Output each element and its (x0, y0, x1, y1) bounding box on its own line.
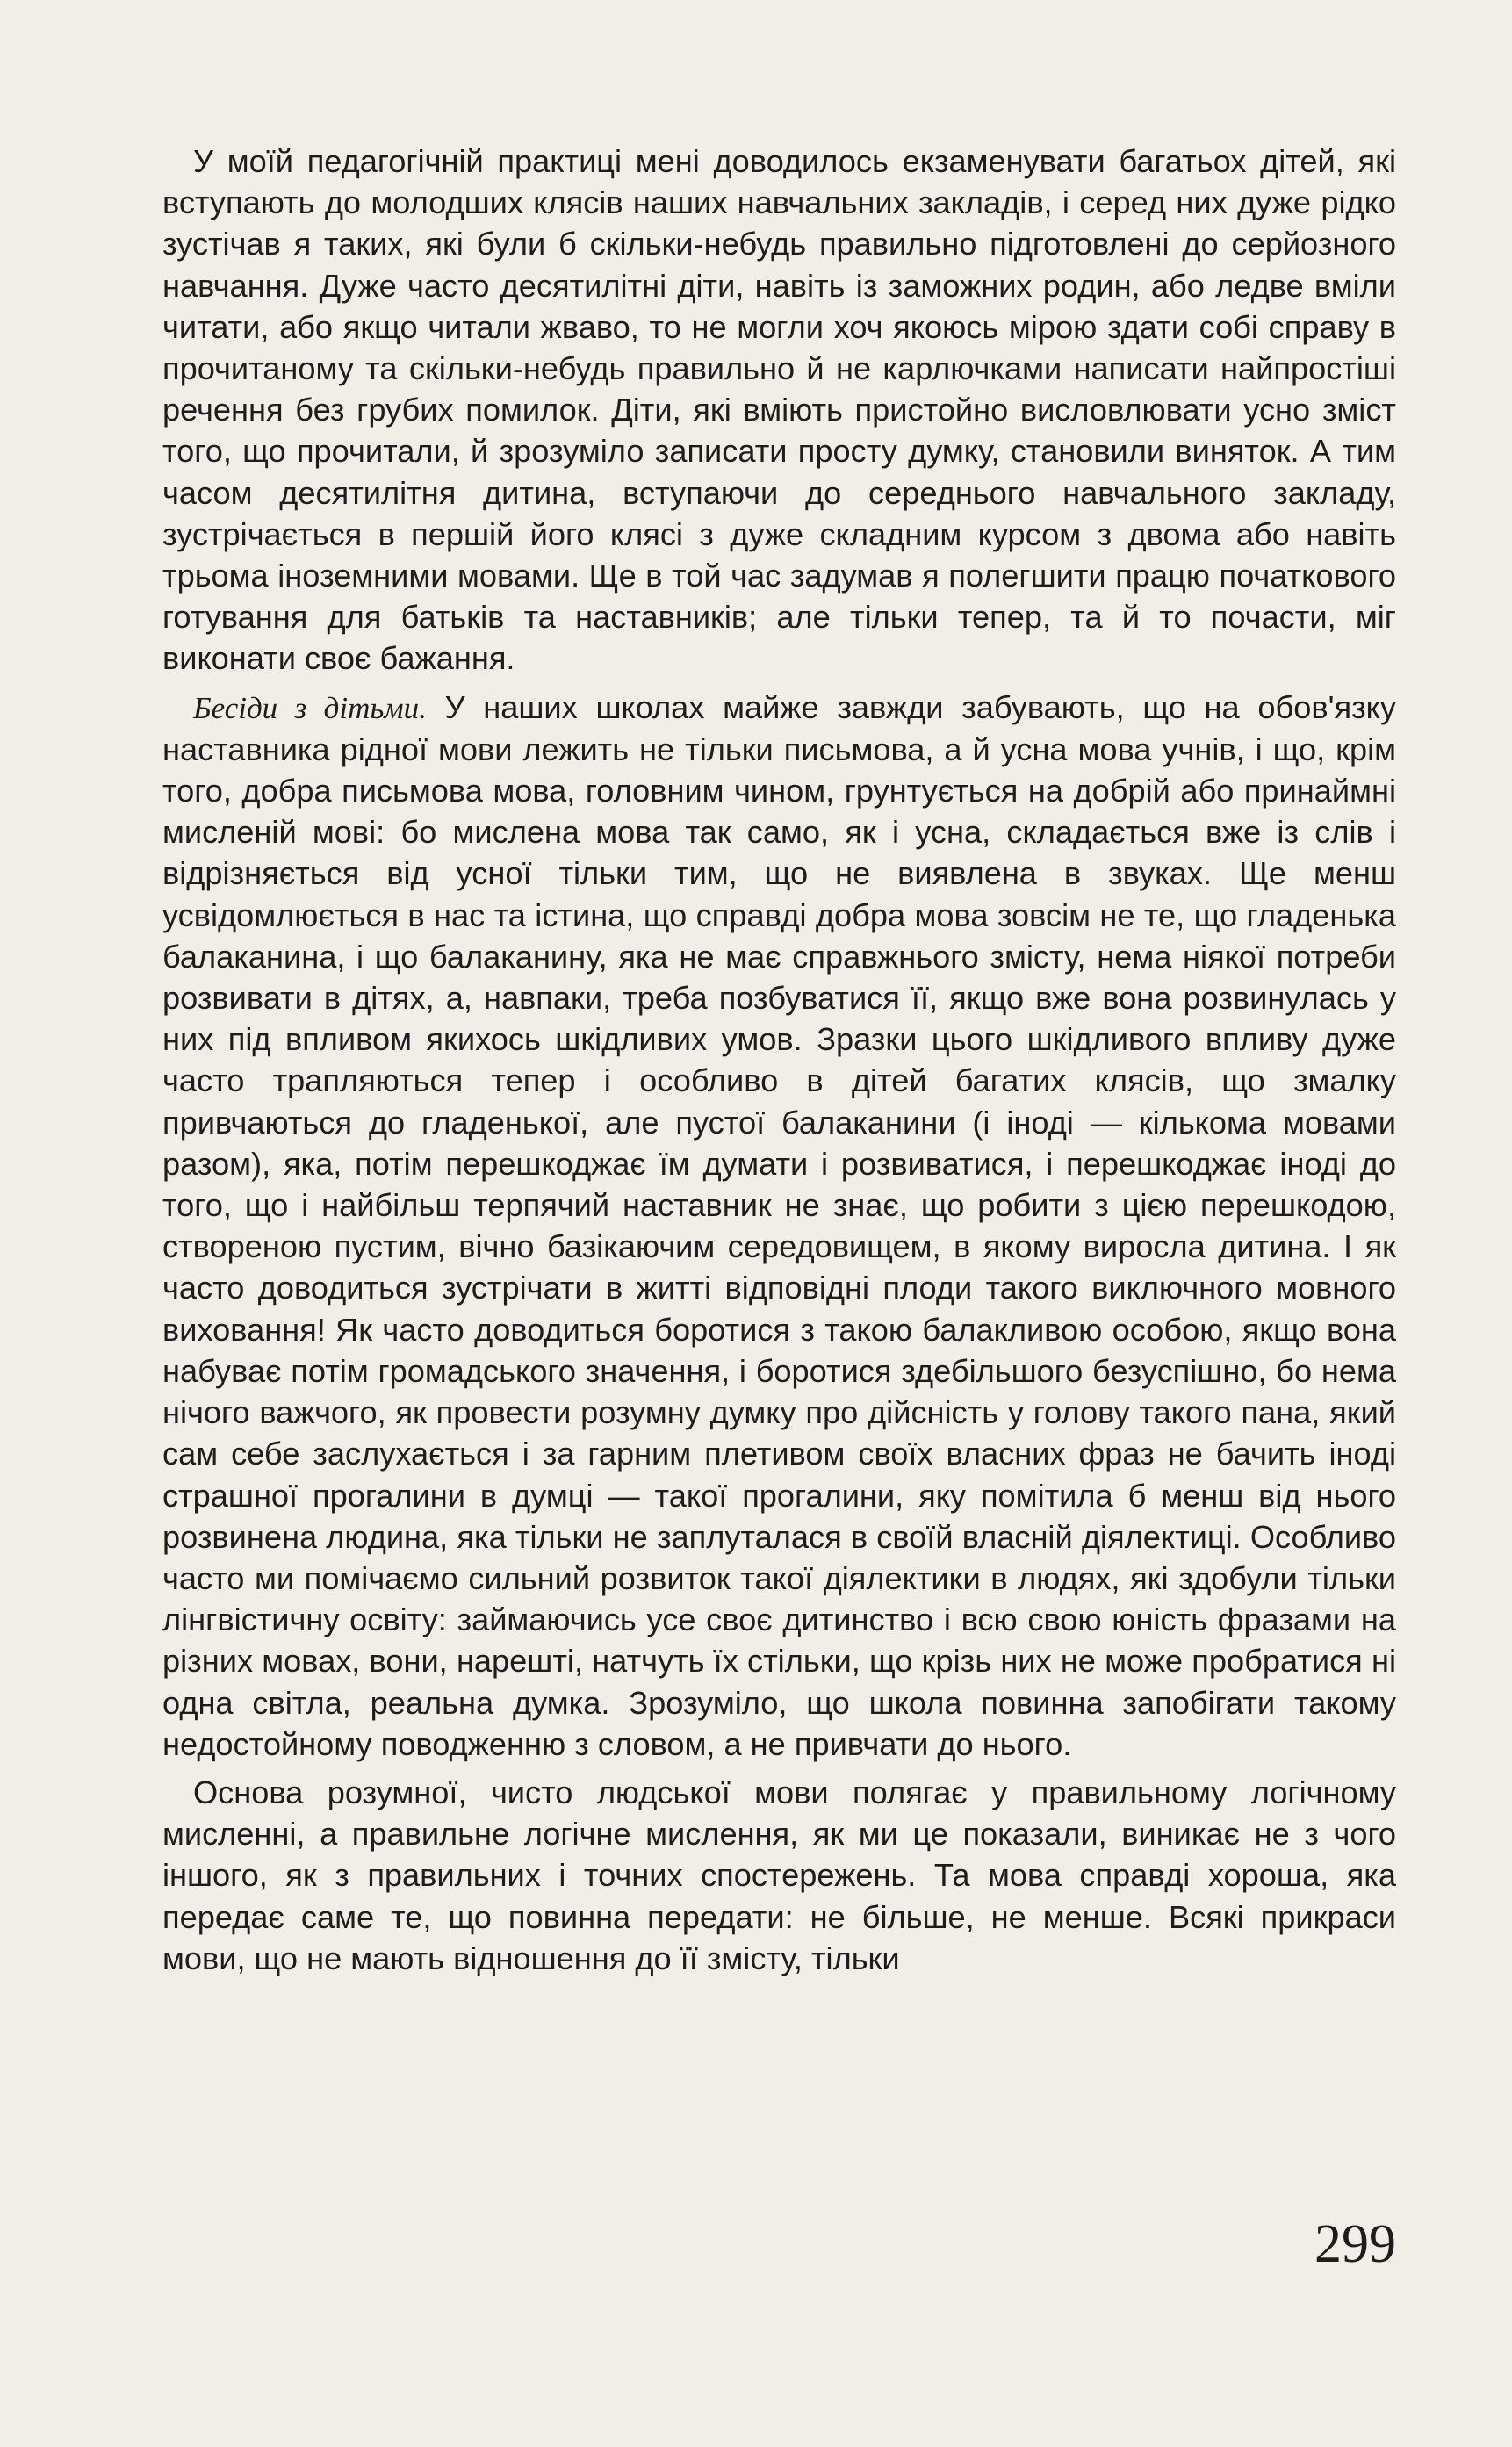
paragraph-3: Основа розумної, чисто людської мови полягає у правильному логічному мисленні, а правильне логічне мислення, як ми це показали, виникає не з чого іншого, як з правильних і точних спостережень. Та мова справді хороша, яка передає саме те, що повинна передати: не більше, не менше. Всякі прикраси мови, що не мають відношення до її змісту, тільки (162, 1774, 1396, 1976)
page-number: 299 (1314, 2214, 1396, 2274)
section-lead-in: Бесіди з дітьми. (193, 690, 427, 725)
paragraph-2 (162, 687, 1396, 1765)
paragraph-1: У моїй педагогічній практиці мені доводилось екзаменувати багатьох дітей, які вступають до молодших клясів наших навчальних закладів, і серед них дуже рідко зустічав я таких, які були б скільки-небудь правильно підготовлені до серйозного навчання. Дуже часто десятилітні діти, навіть із заможних родин, або ледве вміли читати, або якщо читали жваво, то не могли хоч якоюсь мірою здати собі справу в прочитаному та скільки-небудь правильно й не карлючками написати найпростіші речення без грубих помилок. Діти, які вміють пристойно висловлювати усно зміст того, що прочитали, й зрозуміло записати просту думку, становили виняток. А тим часом десятилітня дитина, вступаючи до середнього навчального закладу, зустрічається в першій його клясі з дуже складним курсом з двома або навіть трьома іноземними мовами. Ще в той час задумав я полегшити працю початкового готування для батьків та наставників; але тільки тепер, та й то почасти, міг виконати своє бажання. (162, 143, 1396, 677)
paragraph-2-text: У наших школах майже завжди забувають, що на обов'язку наставника рідної мови лежить не тільки письмова, а й усна мова учнів, і що, крім того, добра письмова мова, головним чином, грунтується на добрій або принаймні мисленій мові: бо мислена мова так само, як і усна, складається вже із слів і відрізняється від усної тільки тим, що не виявлена в звуках. Ще менш усвідомлюється в нас та істина, що справді добра мова зовсім не те, що гладенька балаканина, і що балаканину, яка не має справжнього змісту, нема ніякої потреби розвивати в дітях, а, навпаки, треба позбуватися її, якщо вже вона розвинулась у них під впливом якихось шкідливих умов. Зразки цього шкідливого впливу дуже часто трапляються тепер і особливо в дітей багатих клясів, що змалку привчаються до гладенької, але пустої балаканини (і іноді — кількома мовами разом), яка, потім перешкоджає їм думати і розвиватися, і перешкоджає іноді до того, що і найбільш терпячий наставник не знає, що робити з цією перешкодою, створеною пустим, вічно базікаючим середовищем, в якому виросла дитина. І як часто доводиться зустрічати в житті відповідні плоди такого виключного мовного виховання! Як часто доводиться боротися з такою балакливою особою, якщо вона набуває потім громадського значення, і боротися здебільшого безуспішно, бо нема нічого важчого, як провести розумну думку про дійсність у голову такого пана, який сам себе заслухається і за гарним плетивом своїх власних фраз не бачить іноді страшної прогалини в думці — такої прогалини, яку помітила б менш від нього розвинена людина, яка тільки не заплуталася в своїй власній діялектиці. Особливо часто ми помічаємо сильний розвиток такої діялектики в людях, які здобули тільки лінгвістичну освіту: займаючись усе своє дитинство і всю свою юність фразами на різних мовах, вони, нарешті, натчуть їх стільки, що крізь них не може пробратися ні одна світла, реальна думка. Зрозуміло, що школа повинна запобігати такому недостойному поводженню з словом, а не привчати до нього. (162, 688, 1396, 1762)
text-column (162, 140, 1396, 1979)
